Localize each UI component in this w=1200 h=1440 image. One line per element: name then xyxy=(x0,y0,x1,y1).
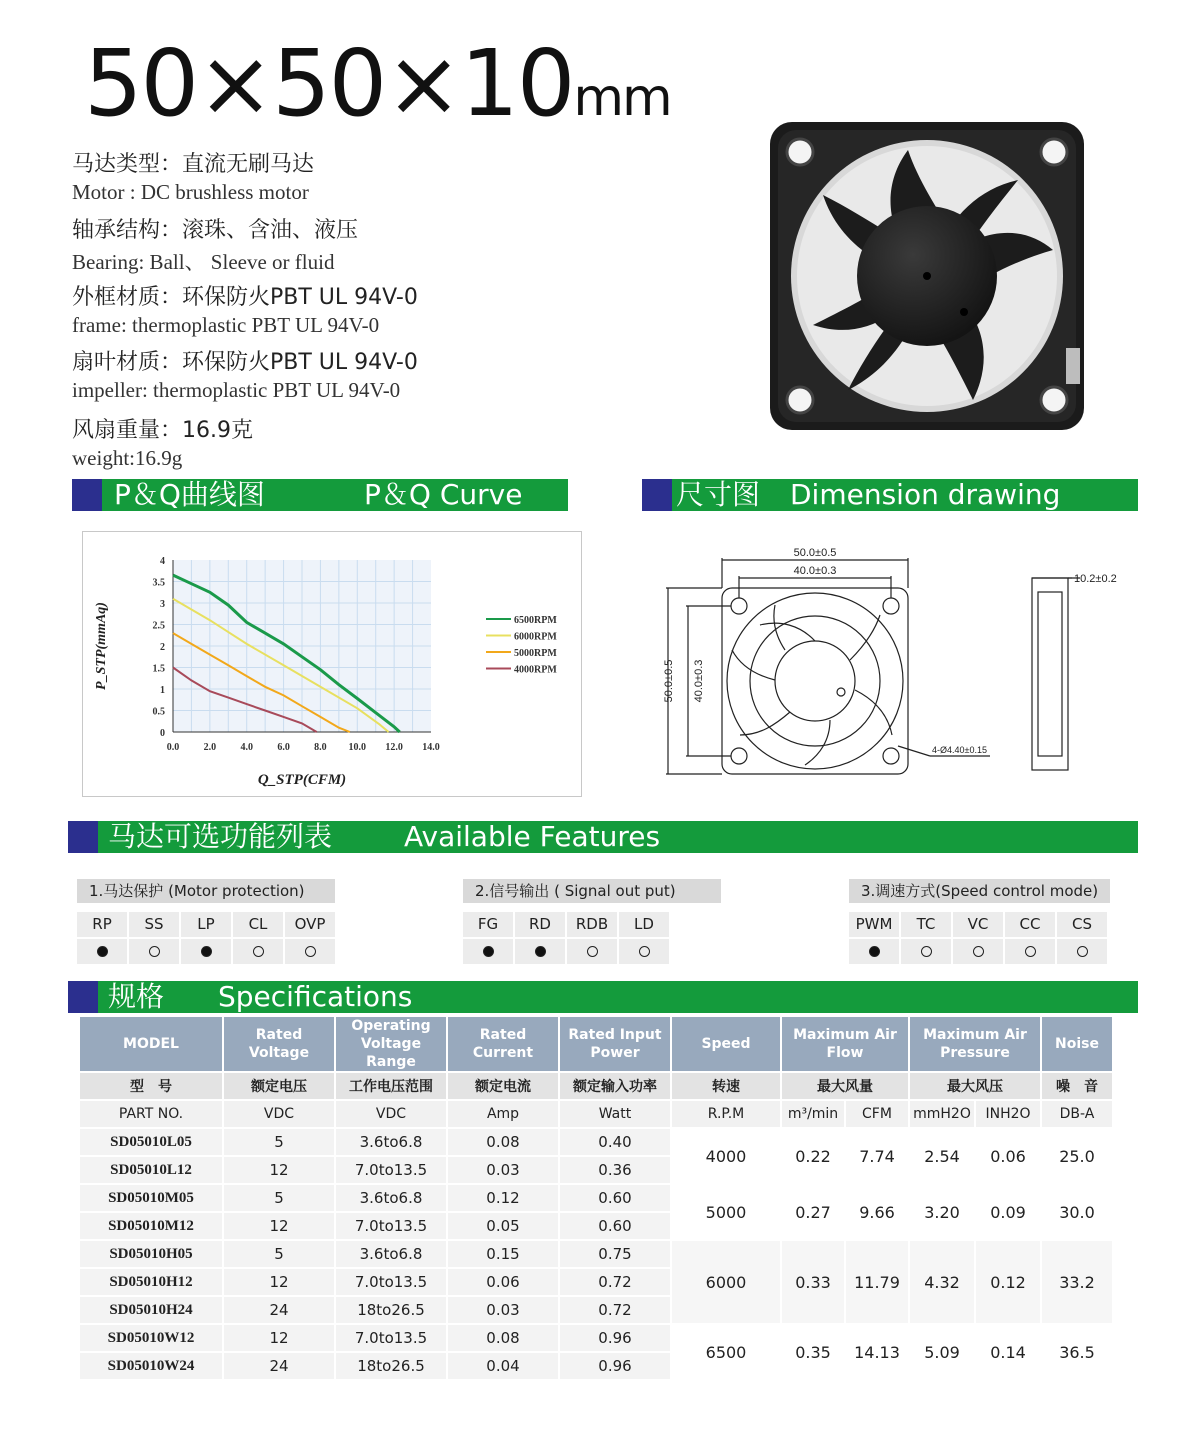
spec-weight-cn: 风扇重量：16.9克 xyxy=(72,418,253,443)
x-tick-label: 12.0 xyxy=(385,742,403,753)
feature-label-fg: FG xyxy=(463,912,513,937)
noise-cell: 33.2 xyxy=(1042,1241,1112,1323)
model-cell: SD05010H05 xyxy=(80,1241,222,1267)
feature-label-rdb: RDB xyxy=(567,912,617,937)
header-rated-current: Rated Current xyxy=(448,1017,558,1071)
section-specifications xyxy=(68,981,1138,1013)
y-axis-label: P_STP(mmAq) xyxy=(94,602,109,690)
feature-label-ovp: OVP xyxy=(285,912,335,937)
legend-label: 6000RPM xyxy=(514,631,557,643)
header-cn-cell: 型 号 xyxy=(80,1073,222,1099)
x-tick-label: 8.0 xyxy=(314,742,327,753)
airflow-m3-cell: 0.33 xyxy=(782,1241,844,1323)
feature-dot xyxy=(619,939,669,964)
power-cell: 0.36 xyxy=(560,1157,670,1183)
model-cell: SD05010W24 xyxy=(80,1353,222,1379)
spec-motor-cn: 马达类型：直流无刷马达 xyxy=(72,152,315,177)
table-unit-row xyxy=(80,1101,1112,1127)
spec-impeller-cn: 扇叶材质：环保防火PBT UL 94V-0 xyxy=(72,350,418,375)
header-speed: Speed xyxy=(672,1017,780,1071)
current-cell: 0.03 xyxy=(448,1157,558,1183)
section-marker xyxy=(642,479,672,511)
voltage-cell: 12 xyxy=(224,1325,334,1351)
section-features xyxy=(68,821,1138,853)
feature-indicator xyxy=(201,946,212,957)
fan-product-image xyxy=(768,120,1086,432)
spec-weight-en: weight:16.9g xyxy=(72,446,183,470)
unit-cell: PART NO. xyxy=(80,1101,222,1127)
pressure-mmh2o-cell: 3.20 xyxy=(910,1185,974,1239)
header-cn-cell: 噪 音 xyxy=(1042,1073,1112,1099)
table-row xyxy=(80,1325,1112,1351)
current-cell: 0.15 xyxy=(448,1241,558,1267)
feature-indicator xyxy=(587,946,598,957)
section-marker xyxy=(68,821,98,853)
pressure-inh2o-cell: 0.12 xyxy=(976,1241,1040,1323)
header-cn-cell: 最大风量 xyxy=(782,1073,908,1099)
header-cn-cell: 额定电压 xyxy=(224,1073,334,1099)
header-operating-voltage: Operating Voltage Range xyxy=(336,1017,446,1071)
feature-indicator xyxy=(869,946,880,957)
feature-label-pwm: PWM xyxy=(849,912,899,937)
voltage-cell: 24 xyxy=(224,1353,334,1379)
speed-cell: 6500 xyxy=(672,1325,780,1379)
range-cell: 18to26.5 xyxy=(336,1353,446,1379)
power-cell: 0.96 xyxy=(560,1325,670,1351)
y-tick-label: 1 xyxy=(160,685,165,696)
feature-indicator xyxy=(921,946,932,957)
spec-motor xyxy=(72,147,314,205)
range-cell: 7.0to13.5 xyxy=(336,1325,446,1351)
unit-cell: VDC xyxy=(224,1101,334,1127)
header-air-pressure: Maximum Air Pressure xyxy=(910,1017,1040,1071)
voltage-cell: 12 xyxy=(224,1157,334,1183)
feature-group-speed-control: 3.调速方式(Speed control mode) xyxy=(849,879,1110,903)
noise-cell: 36.5 xyxy=(1042,1325,1112,1379)
airflow-cfm-cell: 11.79 xyxy=(846,1241,908,1323)
feature-indicator xyxy=(639,946,650,957)
header-cn-cell: 额定电流 xyxy=(448,1073,558,1099)
y-tick-label: 1.5 xyxy=(152,663,165,675)
section-pq-en: P＆Q Curve xyxy=(364,478,523,511)
unit-cell: Amp xyxy=(448,1101,558,1127)
header-rated-power: Rated Input Power xyxy=(560,1017,670,1071)
section-marker xyxy=(72,479,102,511)
noise-cell: 30.0 xyxy=(1042,1185,1112,1239)
section-spec-en: Specifications xyxy=(218,980,413,1013)
feature-indicator xyxy=(1025,946,1036,957)
dim-left-outer-label: 50.0±0.5 xyxy=(663,659,675,703)
spec-impeller xyxy=(72,345,418,403)
feature-label-lp: LP xyxy=(181,912,231,937)
model-cell: SD05010H24 xyxy=(80,1297,222,1323)
feature-dot xyxy=(181,939,231,964)
pq-chart xyxy=(83,532,583,798)
pq-chart-frame xyxy=(82,531,582,797)
x-tick-label: 10.0 xyxy=(348,742,367,753)
table-row xyxy=(80,1185,1112,1211)
feature-group-signal-output: 2.信号输出 ( Signal out put) xyxy=(463,879,721,903)
spec-bearing xyxy=(72,213,358,276)
x-tick-label: 0.0 xyxy=(166,742,180,753)
dim-outer-label: 50.0±0.5 xyxy=(793,547,837,559)
airflow-cfm-cell: 7.74 xyxy=(846,1129,908,1183)
feature-dot xyxy=(901,939,951,964)
header-noise: Noise xyxy=(1042,1017,1112,1071)
model-cell: SD05010L12 xyxy=(80,1157,222,1183)
dim-holes-label: 4-Ø4.40±0.15 xyxy=(932,745,987,755)
feature-group-motor-protection: 1.马达保护 (Motor protection) xyxy=(77,879,335,903)
spec-frame-cn: 外框材质：环保防火PBT UL 94V-0 xyxy=(72,285,418,310)
spec-weight xyxy=(72,413,253,471)
y-tick-label: 3 xyxy=(160,599,165,610)
feature-indicator xyxy=(305,946,316,957)
table-row xyxy=(80,1129,1112,1155)
y-tick-label: 2 xyxy=(160,642,165,653)
header-model: MODEL xyxy=(80,1017,222,1071)
feature-label-vc: VC xyxy=(953,912,1003,937)
legend-label: 6500RPM xyxy=(514,615,557,626)
power-cell: 0.60 xyxy=(560,1213,670,1239)
spec-motor-en: Motor : DC brushless motor xyxy=(72,180,309,204)
table-header-row xyxy=(80,1017,1112,1071)
pressure-inh2o-cell: 0.06 xyxy=(976,1129,1040,1183)
section-dim-cn: 尺寸图 xyxy=(676,478,761,511)
x-tick-label: 14.0 xyxy=(422,742,440,753)
pressure-inh2o-cell: 0.09 xyxy=(976,1185,1040,1239)
pressure-mmh2o-cell: 4.32 xyxy=(910,1241,974,1323)
current-cell: 0.08 xyxy=(448,1129,558,1155)
y-tick-label: 4 xyxy=(160,556,165,567)
header-cn-cell: 工作电压范围 xyxy=(336,1073,446,1099)
power-cell: 0.72 xyxy=(560,1269,670,1295)
header-rated-voltage: Rated Voltage xyxy=(224,1017,334,1071)
voltage-cell: 24 xyxy=(224,1297,334,1323)
section-feat-cn: 马达可选功能列表 xyxy=(108,820,333,853)
voltage-cell: 12 xyxy=(224,1213,334,1239)
pressure-inh2o-cell: 0.14 xyxy=(976,1325,1040,1379)
spec-bearing-en: Bearing: Ball、 Sleeve or fluid xyxy=(72,250,335,274)
section-spec-cn: 规格 xyxy=(108,980,165,1013)
model-cell: SD05010M05 xyxy=(80,1185,222,1211)
model-cell: SD05010M12 xyxy=(80,1213,222,1239)
spec-impeller-en: impeller: thermoplastic PBT UL 94V-0 xyxy=(72,378,401,402)
unit-cell: R.P.M xyxy=(672,1101,780,1127)
airflow-cfm-cell: 14.13 xyxy=(846,1325,908,1379)
y-tick-label: 0.5 xyxy=(152,706,165,718)
table-header-cn-row xyxy=(80,1073,1112,1099)
title-main: 50×50×10 xyxy=(84,30,574,137)
airflow-m3-cell: 0.35 xyxy=(782,1325,844,1379)
legend-label: 4000RPM xyxy=(514,664,557,676)
feature-indicator xyxy=(483,946,494,957)
current-cell: 0.06 xyxy=(448,1269,558,1295)
current-cell: 0.03 xyxy=(448,1297,558,1323)
speed-cell: 6000 xyxy=(672,1241,780,1323)
unit-cell: INH2O xyxy=(976,1101,1040,1127)
power-cell: 0.72 xyxy=(560,1297,670,1323)
unit-cell: Watt xyxy=(560,1101,670,1127)
dim-left-inner-label: 40.0±0.3 xyxy=(693,659,705,703)
speed-cell: 4000 xyxy=(672,1129,780,1183)
unit-cell: mmH2O xyxy=(910,1101,974,1127)
feature-label-rp: RP xyxy=(77,912,127,937)
feature-indicator xyxy=(1077,946,1088,957)
specifications-table xyxy=(78,1015,1114,1381)
x-tick-label: 6.0 xyxy=(277,742,290,753)
feature-dot xyxy=(285,939,335,964)
feature-label-ld: LD xyxy=(619,912,669,937)
airflow-m3-cell: 0.22 xyxy=(782,1129,844,1183)
spec-frame xyxy=(72,280,418,338)
table-row xyxy=(80,1241,1112,1267)
feature-indicator xyxy=(253,946,264,957)
feature-indicator xyxy=(97,946,108,957)
model-cell: SD05010L05 xyxy=(80,1129,222,1155)
feature-label-tc: TC xyxy=(901,912,951,937)
voltage-cell: 12 xyxy=(224,1269,334,1295)
range-cell: 7.0to13.5 xyxy=(336,1157,446,1183)
y-tick-label: 3.5 xyxy=(152,577,165,589)
current-cell: 0.08 xyxy=(448,1325,558,1351)
feature-label-rd: RD xyxy=(515,912,565,937)
feature-label-cl: CL xyxy=(233,912,283,937)
range-cell: 7.0to13.5 xyxy=(336,1213,446,1239)
x-tick-label: 4.0 xyxy=(240,742,253,753)
header-cn-cell: 额定输入功率 xyxy=(560,1073,670,1099)
header-cn-cell: 转速 xyxy=(672,1073,780,1099)
feature-dot xyxy=(1057,939,1107,964)
feature-indicator xyxy=(149,946,160,957)
range-cell: 7.0to13.5 xyxy=(336,1269,446,1295)
feature-dot xyxy=(1005,939,1055,964)
feature-dot xyxy=(849,939,899,964)
range-cell: 3.6to6.8 xyxy=(336,1241,446,1267)
voltage-cell: 5 xyxy=(224,1185,334,1211)
pressure-mmh2o-cell: 2.54 xyxy=(910,1129,974,1183)
unit-cell: DB-A xyxy=(1042,1101,1112,1127)
feature-label-ss: SS xyxy=(129,912,179,937)
header-air-flow: Maximum Air Flow xyxy=(782,1017,908,1071)
x-tick-label: 2.0 xyxy=(203,742,217,753)
section-pq-cn: P＆Q曲线图 xyxy=(114,478,265,511)
feature-dot xyxy=(463,939,513,964)
section-dim-en: Dimension drawing xyxy=(790,478,1061,511)
section-marker xyxy=(68,981,98,1013)
range-cell: 3.6to6.8 xyxy=(336,1129,446,1155)
speed-cell: 5000 xyxy=(672,1185,780,1239)
current-cell: 0.04 xyxy=(448,1353,558,1379)
dim-inner-label: 40.0±0.3 xyxy=(793,565,837,577)
feature-dot xyxy=(233,939,283,964)
y-tick-label: 0 xyxy=(160,728,165,739)
feature-label-cs: CS xyxy=(1057,912,1107,937)
title-unit: mm xyxy=(573,68,671,128)
spec-frame-en: frame: thermoplastic PBT UL 94V-0 xyxy=(72,313,380,337)
section-feat-en: Available Features xyxy=(404,820,661,853)
airflow-cfm-cell: 9.66 xyxy=(846,1185,908,1239)
unit-cell: VDC xyxy=(336,1101,446,1127)
y-tick-label: 2.5 xyxy=(152,620,165,632)
section-dimension xyxy=(642,479,1138,511)
range-cell: 3.6to6.8 xyxy=(336,1185,446,1211)
feature-dot xyxy=(77,939,127,964)
header-cn-cell: 最大风压 xyxy=(910,1073,1040,1099)
legend-label: 5000RPM xyxy=(514,648,557,659)
feature-dot xyxy=(515,939,565,964)
model-cell: SD05010W12 xyxy=(80,1325,222,1351)
pressure-mmh2o-cell: 5.09 xyxy=(910,1325,974,1379)
feature-indicator xyxy=(535,946,546,957)
unit-cell: m³/min xyxy=(782,1101,844,1127)
model-cell: SD05010H12 xyxy=(80,1269,222,1295)
current-cell: 0.05 xyxy=(448,1213,558,1239)
section-pq-curve xyxy=(72,479,568,511)
feature-dot xyxy=(129,939,179,964)
range-cell: 18to26.5 xyxy=(336,1297,446,1323)
dimension-drawing xyxy=(660,540,1140,790)
feature-dot xyxy=(953,939,1003,964)
voltage-cell: 5 xyxy=(224,1241,334,1267)
power-cell: 0.96 xyxy=(560,1353,670,1379)
feature-indicator xyxy=(973,946,984,957)
x-axis-label: Q_STP(CFM) xyxy=(257,772,347,788)
power-cell: 0.60 xyxy=(560,1185,670,1211)
airflow-m3-cell: 0.27 xyxy=(782,1185,844,1239)
power-cell: 0.40 xyxy=(560,1129,670,1155)
dim-thickness-label: 10.2±0.2 xyxy=(1074,573,1117,585)
feature-dot xyxy=(567,939,617,964)
voltage-cell: 5 xyxy=(224,1129,334,1155)
power-cell: 0.75 xyxy=(560,1241,670,1267)
page-title xyxy=(84,30,671,137)
unit-cell: CFM xyxy=(846,1101,908,1127)
noise-cell: 25.0 xyxy=(1042,1129,1112,1183)
feature-label-cc: CC xyxy=(1005,912,1055,937)
current-cell: 0.12 xyxy=(448,1185,558,1211)
spec-bearing-cn: 轴承结构：滚珠、含油、液压 xyxy=(72,218,359,243)
